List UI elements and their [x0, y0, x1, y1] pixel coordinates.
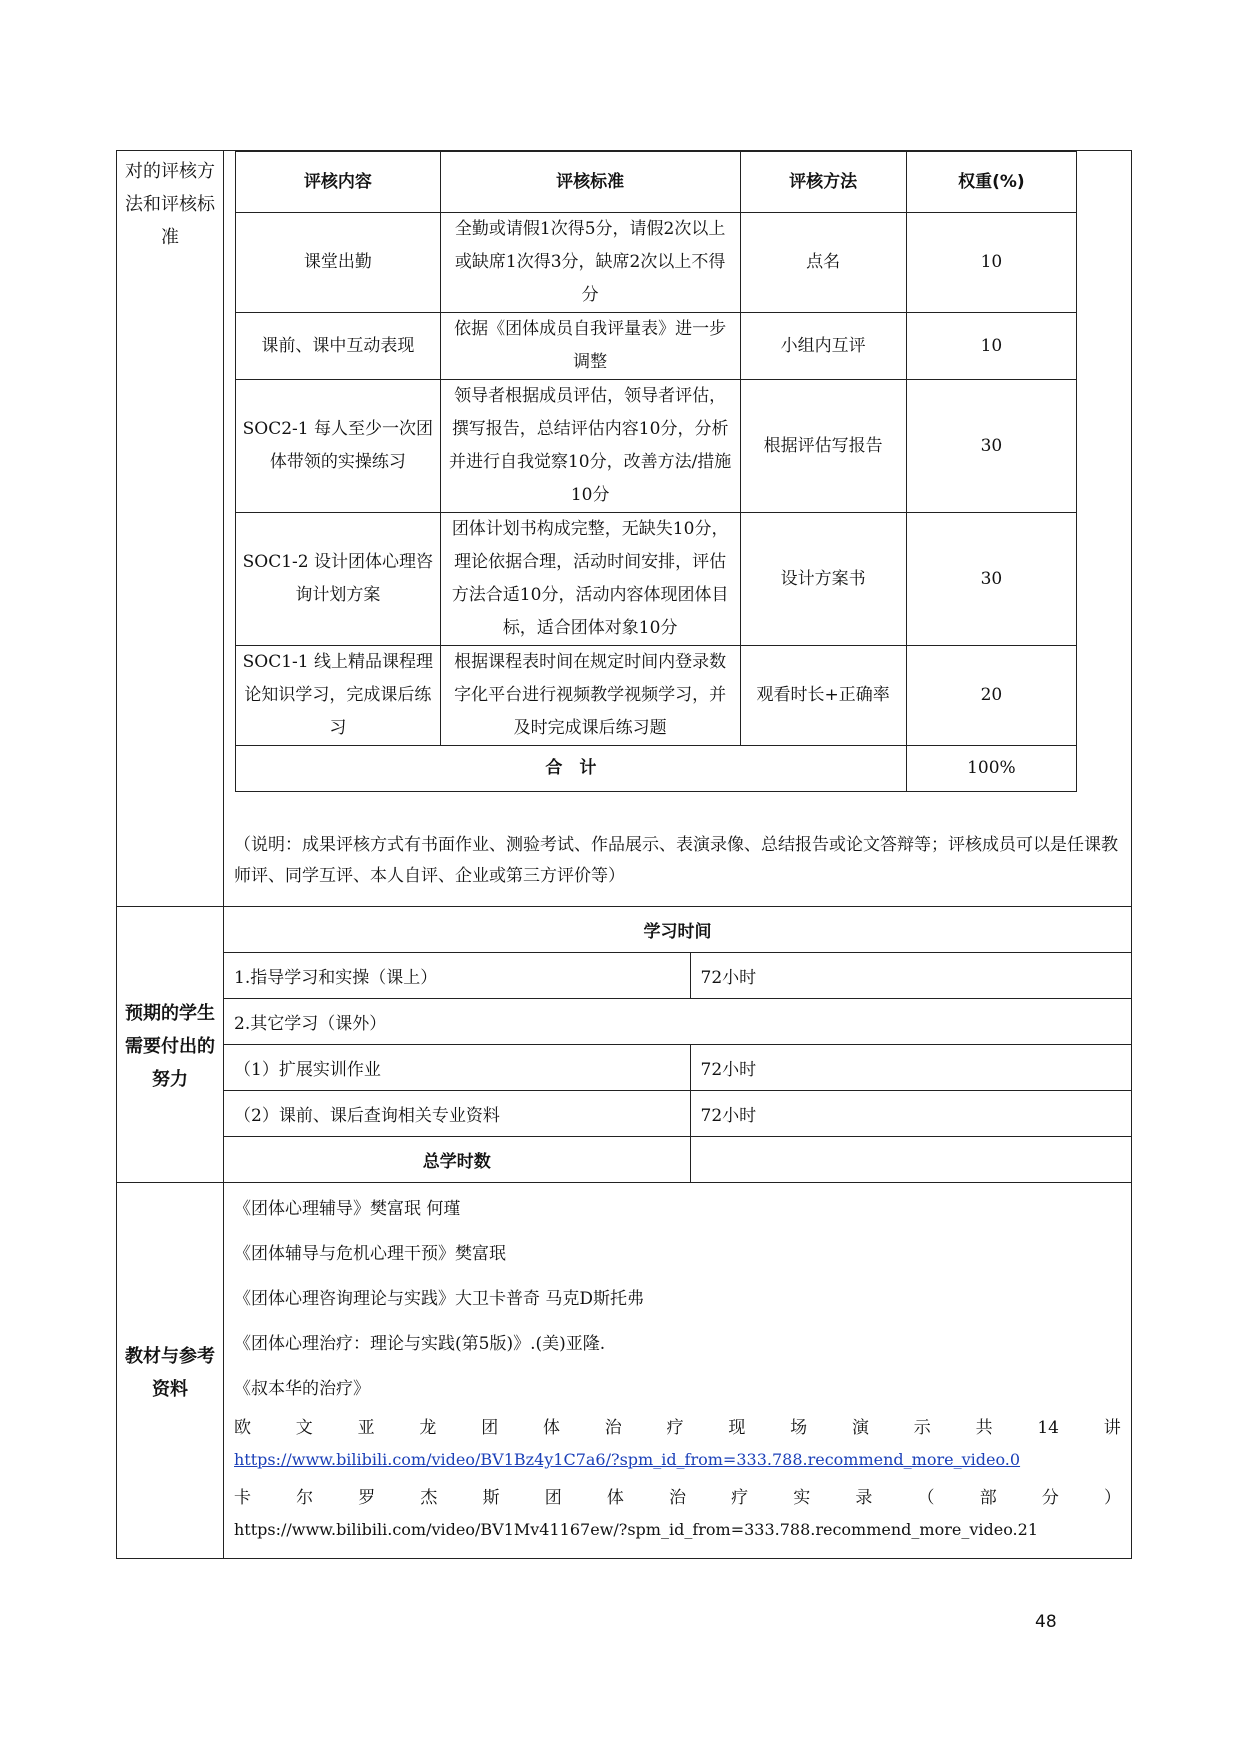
- effort-row: [224, 953, 1131, 999]
- video-title-char: 欧: [234, 1418, 251, 1438]
- eval-weight: 30: [906, 513, 1076, 646]
- video-title-char: 录: [855, 1488, 873, 1508]
- eval-table: [235, 151, 1077, 792]
- video-title-char: 杰: [420, 1488, 438, 1508]
- course-outline-table: [116, 150, 1132, 1559]
- video-title-char: 分: [1041, 1488, 1059, 1508]
- reference-book: 《团体心理治疗：理论与实践(第5版)》.(美)亚隆.: [234, 1334, 606, 1354]
- eval-row: [236, 646, 1077, 746]
- eval-standard: 领导者根据成员评估，领导者评估，撰写报告，总结评估内容10分，分析并进行自我觉察10分，改善方法/措施10分: [440, 380, 740, 513]
- video-title-char: 斯: [482, 1488, 500, 1508]
- effort-total-label: 总学时数: [224, 1137, 690, 1183]
- effort-item: 2.其它学习（课外）: [224, 999, 1131, 1045]
- eval-header-row: [236, 152, 1077, 213]
- reference-book: 《叔本华的治疗》: [234, 1379, 370, 1399]
- eval-content: SOC2-1 每人至少一次团体带领的实操练习: [236, 380, 441, 513]
- eval-content: SOC1-2 设计团体心理咨询计划方案: [236, 513, 441, 646]
- eval-label-cell: [117, 151, 224, 907]
- eval-row: [236, 313, 1077, 380]
- eval-standard: 依据《团体成员自我评量表》进一步调整: [440, 313, 740, 380]
- effort-hours: 72小时: [690, 1091, 1131, 1137]
- eval-content: 课前、课中互动表现: [236, 313, 441, 380]
- video1-title: [234, 1412, 1121, 1444]
- video-title-char: 疗: [731, 1488, 749, 1508]
- video-title-char: 文: [295, 1418, 313, 1438]
- effort-header-row: [224, 907, 1131, 953]
- video-title-char: 罗: [358, 1488, 376, 1508]
- video-title-char: 团: [481, 1418, 499, 1438]
- effort-item: （2）课前、课后查询相关专业资料: [224, 1091, 690, 1137]
- effort-row: [224, 1091, 1131, 1137]
- eval-header-method: 评核方法: [740, 152, 906, 213]
- video-title-char: 体: [542, 1418, 560, 1438]
- eval-method: 观看时长+正确率: [740, 646, 906, 746]
- refs-label-cell: [117, 1183, 224, 1559]
- eval-method: 设计方案书: [740, 513, 906, 646]
- eval-weight: 20: [906, 646, 1076, 746]
- eval-standard: 根据课程表时间在规定时间内登录数字化平台进行视频教学视频学习，并及时完成课后练习题: [440, 646, 740, 746]
- eval-section-row: [117, 151, 1132, 907]
- video-title-char: 治: [668, 1488, 686, 1508]
- video-title-char: 讲: [1103, 1418, 1121, 1438]
- video-title-char: （: [917, 1488, 935, 1508]
- video-title-char: 部: [979, 1488, 997, 1508]
- effort-section-row: [117, 907, 1132, 1183]
- effort-hours: 72小时: [690, 953, 1131, 999]
- page-number: 48: [1035, 1612, 1057, 1632]
- eval-content: SOC1-1 线上精品课程理论知识学习，完成课后练习: [236, 646, 441, 746]
- effort-total-value: [690, 1137, 1131, 1183]
- reference-book: 《团体心理咨询理论与实践》大卫卡普奇 马克D斯托弗: [234, 1289, 645, 1309]
- effort-item: 1.指导学习和实操（课上）: [224, 953, 690, 999]
- effort-section-label: 预期的学生需要付出的努力: [125, 1003, 215, 1090]
- eval-method: 根据评估写报告: [740, 380, 906, 513]
- reference-book: 《团体辅导与危机心理干预》樊富珉: [234, 1244, 506, 1264]
- eval-total-label: 合 计: [236, 746, 907, 792]
- video-title-char: 治: [604, 1418, 622, 1438]
- eval-content: 课堂出勤: [236, 213, 441, 313]
- video2-url: https://www.bilibili.com/video/BV1Mv41167ew/?spm_id_from=333.788.recommend_more_video.21: [234, 1520, 1038, 1539]
- eval-total-value: 100%: [906, 746, 1076, 792]
- video1-link[interactable]: https://www.bilibili.com/video/BV1Bz4y1C7a6/?spm_id_from=333.788.recommend_more_video.0: [234, 1450, 1021, 1469]
- effort-total-row: [224, 1137, 1131, 1183]
- effort-table: [224, 907, 1131, 1182]
- reference-book: 《团体心理辅导》樊富珉 何瑾: [234, 1199, 461, 1219]
- video-title-char: 体: [606, 1488, 624, 1508]
- eval-row: [236, 213, 1077, 313]
- eval-method: 点名: [740, 213, 906, 313]
- video-title-char: ）: [1103, 1488, 1121, 1508]
- video-title-char: 龙: [419, 1418, 437, 1438]
- video2-title: [234, 1482, 1121, 1514]
- refs-list: [224, 1183, 1131, 1558]
- eval-row: [236, 380, 1077, 513]
- eval-weight: 10: [906, 313, 1076, 380]
- eval-standard: 团体计划书构成完整，无缺失10分，理论依据合理，活动时间安排，评估方法合适10分，活动内容体现团体目标，适合团体对象10分: [440, 513, 740, 646]
- eval-content-cell: [224, 151, 1132, 907]
- eval-total-row: [236, 746, 1077, 792]
- effort-header: 学习时间: [224, 907, 1131, 953]
- eval-method: 小组内互评: [740, 313, 906, 380]
- video-title-char: 疗: [666, 1418, 684, 1438]
- eval-weight: 30: [906, 380, 1076, 513]
- eval-header-weight: 权重(%): [906, 152, 1076, 213]
- effort-hours: 72小时: [690, 1045, 1131, 1091]
- video-title-char: 共: [975, 1418, 993, 1438]
- video-title-char: 演: [851, 1418, 869, 1438]
- eval-header-content: 评核内容: [236, 152, 441, 213]
- eval-note: （说明：成果评核方式有书面作业、测验考试、作品展示、表演录像、总结报告或论文答辩等；评核成员可以是任课教师评、同学互评、本人自评、企业或第三方评价等）: [234, 835, 1118, 886]
- eval-header-standard: 评核标准: [440, 152, 740, 213]
- effort-row: [224, 1045, 1131, 1091]
- video-title-char: 现: [728, 1418, 746, 1438]
- effort-row: [224, 999, 1131, 1045]
- effort-label-cell: [117, 907, 224, 1183]
- effort-content-cell: [224, 907, 1132, 1183]
- video-title-char: 亚: [357, 1418, 375, 1438]
- refs-section-row: [117, 1183, 1132, 1559]
- eval-standard: 全勤或请假1次得5分，请假2次以上或缺席1次得3分，缺席2次以上不得分: [440, 213, 740, 313]
- refs-content-cell: [224, 1183, 1132, 1559]
- effort-item: （1）扩展实训作业: [224, 1045, 690, 1091]
- video-title-char: 14: [1037, 1418, 1059, 1438]
- video-title-char: 尔: [296, 1488, 314, 1508]
- eval-section-label: 对的评核方法和评核标准: [125, 161, 215, 248]
- video-title-char: 示: [913, 1418, 931, 1438]
- eval-weight: 10: [906, 213, 1076, 313]
- eval-row: [236, 513, 1077, 646]
- refs-section-label: 教材与参考资料: [125, 1345, 215, 1400]
- video-title-char: 卡: [234, 1488, 251, 1508]
- video-title-char: 实: [793, 1488, 811, 1508]
- video-title-char: 团: [544, 1488, 562, 1508]
- video-title-char: 场: [790, 1418, 808, 1438]
